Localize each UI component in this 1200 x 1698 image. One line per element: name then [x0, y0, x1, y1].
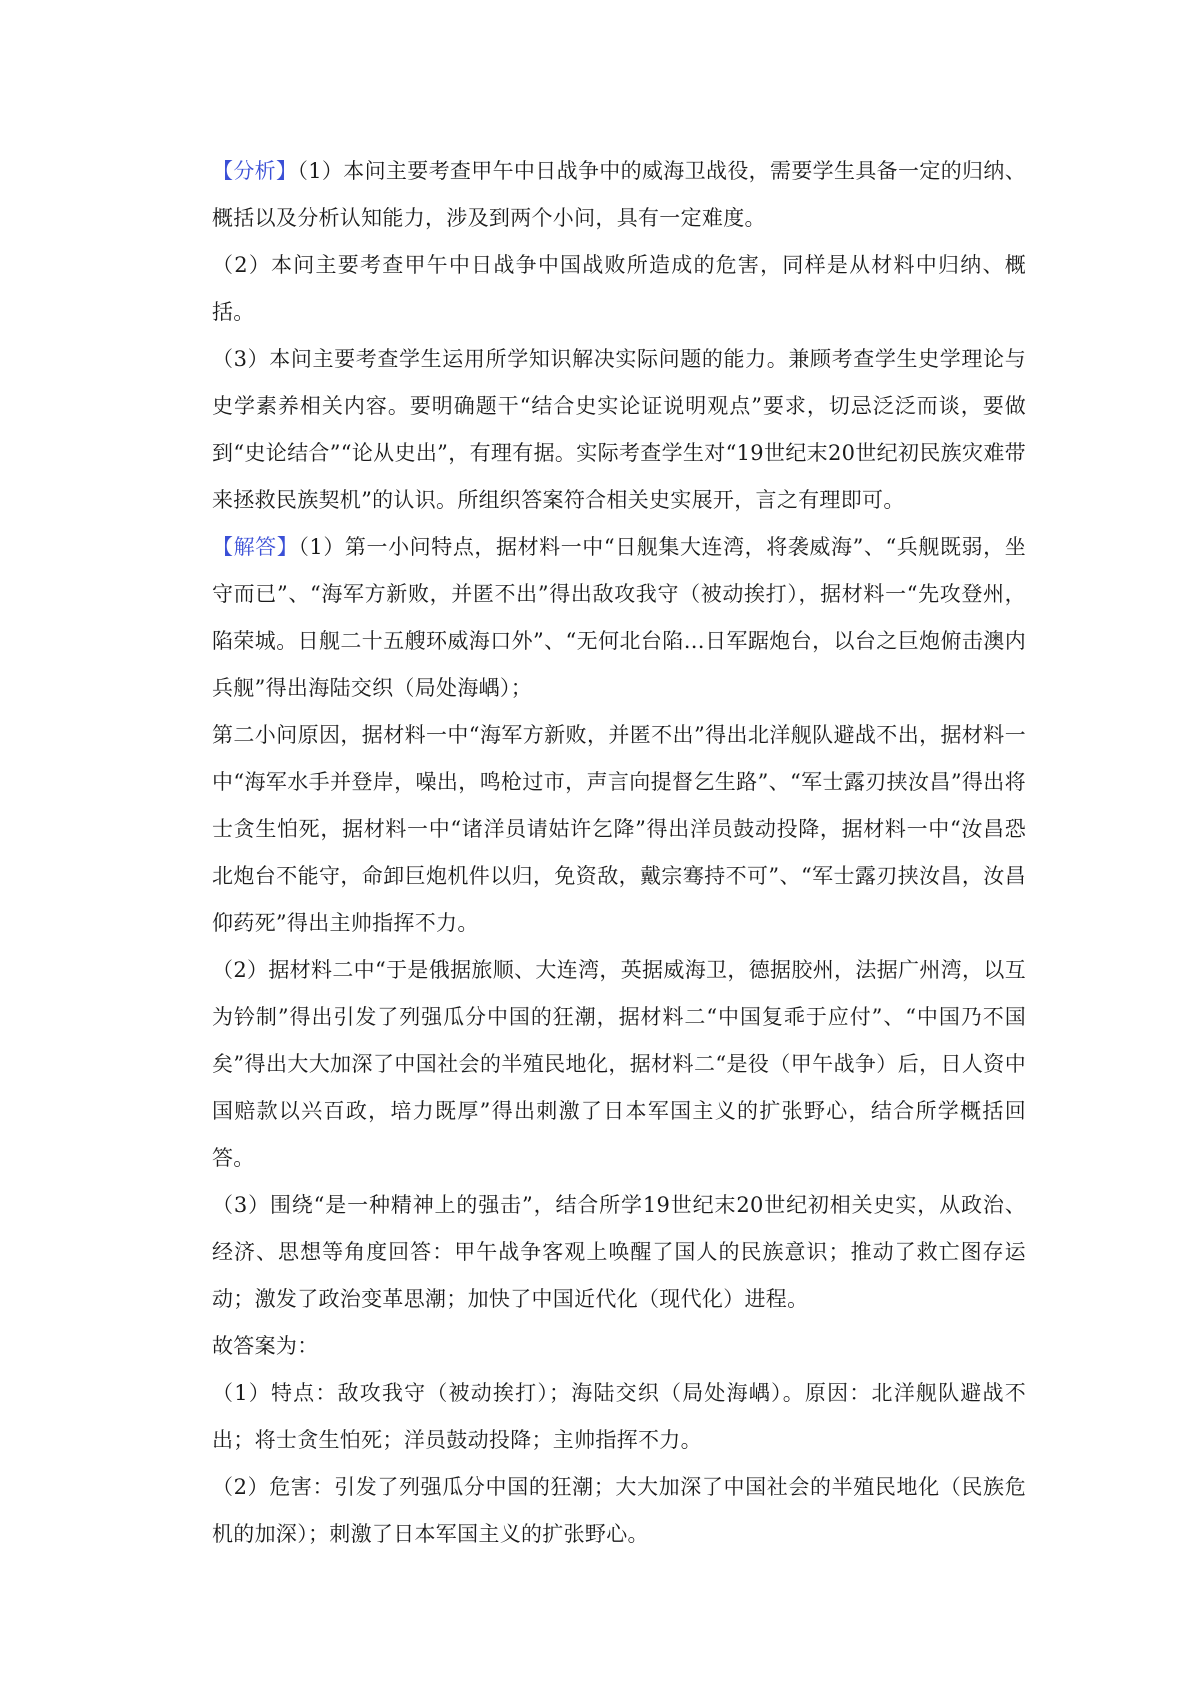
analysis-paragraph-1	[212, 148, 1026, 242]
answer-paragraph-3: （2）据材料二中“于是俄据旅顺、大连湾，英据威海卫，德据胶州，法据广州湾，以互为钤制”得出引发了列强瓜分中国的狂潮，据材料二“中国复乖于应付”、“中国乃不国矣”得出大大加深了中国社会的半殖民地化，据材料二“是役（甲午战争）后，日人资中国赔款以兴百政，培力既厚”得出刺激了日本军国主义的扩张野心，结合所学概括回答。	[212, 958, 1026, 1170]
answer-paragraph-4: （3）围绕“是一种精神上的强击”，结合所学19世纪末20世纪初相关史实，从政治、经济、思想等角度回答：甲午战争客观上唤醒了国人的民族意识；推动了救亡图存运动；激发了政治变革思潮；加快了中国近代化（现代化）进程。	[212, 1193, 1026, 1311]
analysis-paragraph-2: （2）本问主要考查甲午中日战争中国战败所造成的危害，同样是从材料中归纳、概括。	[212, 253, 1026, 324]
answer-paragraph-2: 第二小问原因，据材料一中“海军方新败，并匿不出”得出北洋舰队避战不出，据材料一中“海军水手并登岸，噪出，鸣枪过市，声言向提督乞生路”、“军士露刃挟汝昌”得出将士贪生怕死，据材料一中“诸洋员请姑许乞降”得出洋员鼓动投降，据材料一中“汝昌恐北炮台不能守，命卸巨炮机件以归，免资敌，戴宗骞持不可”、“军士露刃挟汝昌，汝昌仰药死”得出主帅指挥不力。	[212, 723, 1026, 935]
document-body	[212, 148, 1026, 1558]
answer-text-1: （1）第一小问特点，据材料一中“日舰集大连湾，将袭威海”、“兵舰既弱，坐守而已”、“海军方新败，并匿不出”得出敌攻我守（被动挨打），据材料一“先攻登州，陷荣城。日舰二十五艘环威海口外”、“无何北台陷…日军踞炮台，以台之巨炮俯击澳内兵舰”得出海陆交织（局处海嵎）；	[212, 535, 1026, 700]
analysis-paragraph-3: （3）本问主要考查学生运用所学知识解决实际问题的能力。兼顾考查学生史学理论与史学素养相关内容。要明确题干“结合史实论证说明观点”要求，切忌泛泛而谈，要做到“史论结合”“论从史出”，有理有据。实际考查学生对“19世纪末20世纪初民族灾难带来拯救民族契机”的认识。所组织答案符合相关史实展开，言之有理即可。	[212, 347, 1026, 512]
answer-summary-2: （2）危害：引发了列强瓜分中国的狂潮；大大加深了中国社会的半殖民地化（民族危机的加深）；刺激了日本军国主义的扩张野心。	[212, 1475, 1026, 1546]
answer-tag: 【解答】	[212, 535, 299, 559]
analysis-tag: 【分析】	[212, 159, 298, 183]
analysis-text-1: （1）本问主要考查甲午中日战争中的威海卫战役，需要学生具备一定的归纳、概括以及分析认知能力，涉及到两个小问，具有一定难度。	[212, 159, 1027, 230]
answer-summary-1: （1）特点：敌攻我守（被动挨打）；海陆交织（局处海嵎）。原因：北洋舰队避战不出；将士贪生怕死；洋员鼓动投降；主帅指挥不力。	[212, 1381, 1026, 1452]
answer-paragraph-1	[212, 524, 1026, 712]
answer-conclusion-label: 故答案为：	[212, 1334, 319, 1358]
